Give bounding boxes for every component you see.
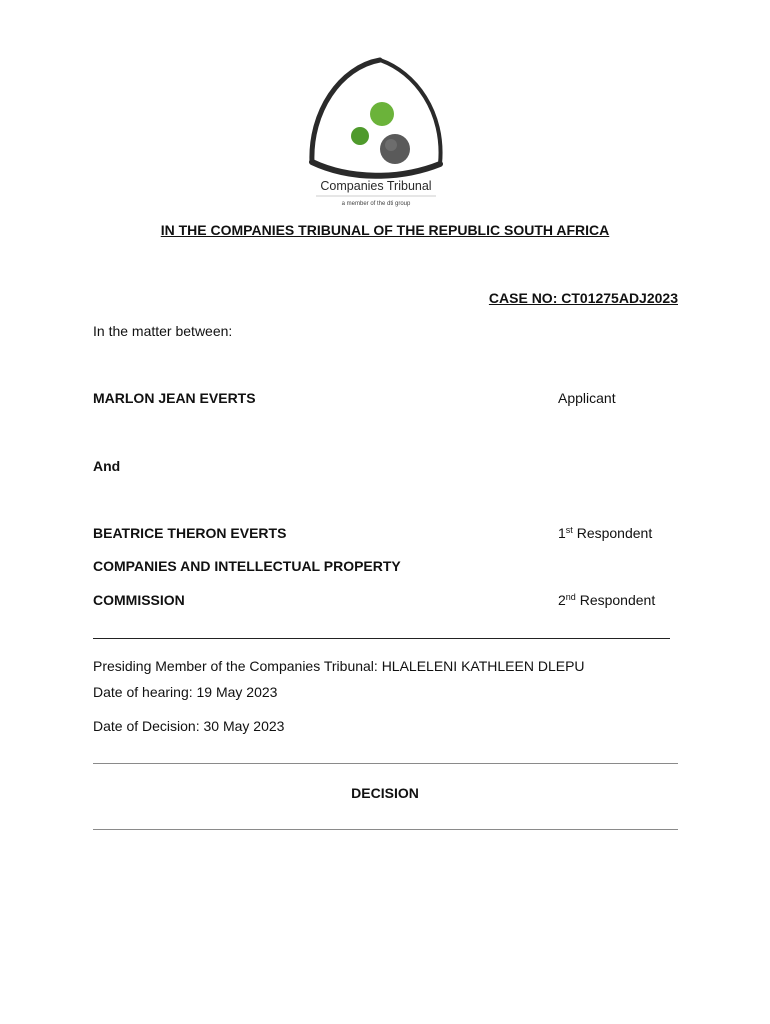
decision-heading: DECISION: [351, 785, 419, 801]
respondent1-name: BEATRICE THERON EVERTS: [93, 525, 287, 541]
court-heading: IN THE COMPANIES TRIBUNAL OF THE REPUBLIC SOUTH AFRICA: [160, 222, 610, 238]
presiding-member: Presiding Member of the Companies Tribunal: HLALELENI KATHLEEN DLEPU: [93, 658, 585, 674]
companies-tribunal-logo: [300, 52, 452, 212]
applicant-name: MARLON JEAN EVERTS: [93, 390, 256, 406]
respondent2-name-line1: COMPANIES AND INTELLECTUAL PROPERTY: [93, 558, 401, 574]
and-label: And: [93, 458, 121, 474]
applicant-role: Applicant: [558, 390, 616, 406]
respondent2-role-number: 2: [558, 592, 566, 608]
respondent2-role: [558, 592, 655, 608]
divider-top: [93, 763, 678, 764]
divider-bottom: [93, 829, 678, 830]
case-number: CASE NO: CT01275ADJ2023: [488, 290, 678, 306]
respondent1-role: [558, 525, 652, 541]
respondent1-role-number: 1: [558, 525, 566, 541]
respondent2-role-text: Respondent: [575, 592, 656, 608]
logo-name-text: Companies Tribunal: [320, 179, 432, 193]
logo-emblem-icon: [300, 52, 452, 212]
respondent2-role-suffix: nd: [565, 592, 576, 602]
decision-date: Date of Decision: 30 May 2023: [93, 718, 285, 734]
respondent2-name-line2: COMMISSION: [93, 592, 185, 608]
respondent1-role-text: Respondent: [572, 525, 653, 541]
separator-line: [93, 638, 670, 639]
matter-between-label: In the matter between:: [93, 323, 233, 339]
hearing-date: Date of hearing: 19 May 2023: [93, 684, 278, 700]
respondent1-role-suffix: st: [565, 525, 573, 535]
logo-tagline-text: a member of the dti group: [341, 201, 411, 207]
